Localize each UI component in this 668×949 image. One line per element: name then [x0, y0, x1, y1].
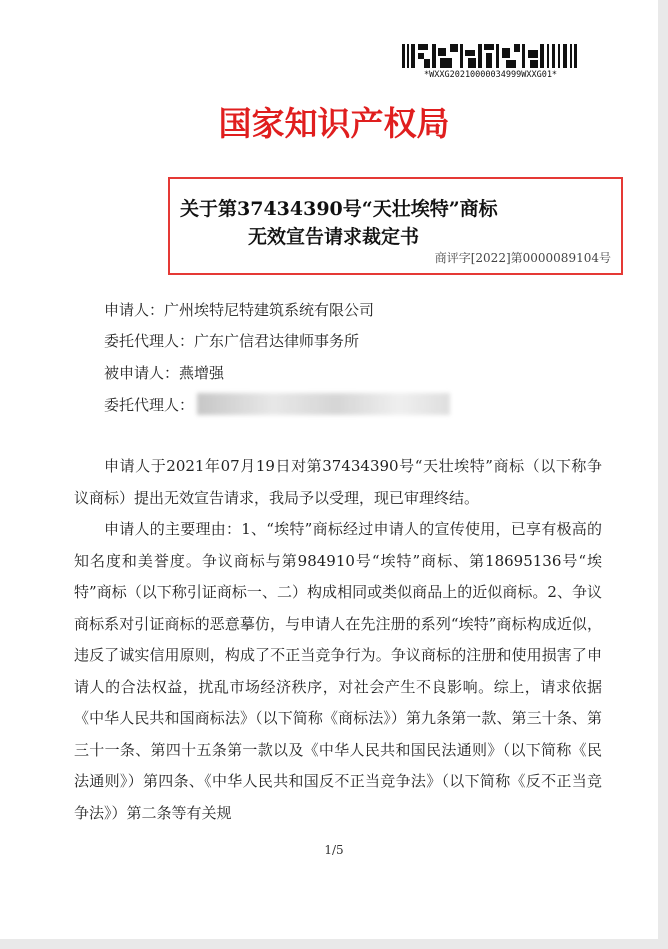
decision-title-line2: 无效宣告请求裁定书 — [248, 226, 420, 248]
body-paragraph-2: 申请人的主要理由：1、“埃特”商标经过申请人的宣传使用，已享有极高的知名度和美誉度。争议商标与第984910号“埃特”商标、第18695136号“埃特”商标（以下称引证商标一、二）构成相同或类似商品上的近似商标。2、争议商标系对引证商标的恶意摹仿，与申请人在先注册的系列“埃特”商标构成近似，违反了诚实信用原则，构成了不正当竞争行为。争议商标的注册和使用损害了申请人的合法权益，扰乱市场经济秩序，对社会产生不良影响。综上，请求依据《中华人民共和国商标法》（以下简称《商标法》）第九条第一款、第三十条、第三十一条、第四十五条第一款以及《中华人民共和国民法通则》（以下简称《民法通则》）第四条、《中华人民共和国反不正当竞争法》（以下简称《反不正当竞争法》）第二条等有关规 — [74, 520, 602, 822]
issuer-title: 国家知识产权局 — [218, 104, 450, 143]
document-number: 商评字[2022]第0000089104号 — [434, 251, 611, 265]
body-text — [74, 451, 602, 829]
barcode-number: *WXXG20210000034999WXXG01* — [424, 70, 558, 80]
applicant-agent-line: 委托代理人：广东广信君达律师事务所 — [104, 332, 360, 350]
respondent-line: 被申请人：燕增强 — [104, 364, 225, 382]
page-edge-bottom — [0, 939, 668, 949]
barcode-icon — [402, 44, 578, 68]
applicant-line: 申请人：广州埃特尼特建筑系统有限公司 — [104, 301, 375, 319]
decision-title-box — [168, 177, 623, 275]
redacted-blur — [197, 393, 450, 415]
decision-title-line1: 关于第37434390号“天壮埃特”商标 — [180, 198, 498, 220]
body-paragraph-1: 申请人于2021年07月19日对第37434390号“天壮埃特”商标（以下称争议商标）提出无效宣告请求，我局予以受理，现已审理终结。 — [74, 457, 602, 507]
respondent-agent-line: 委托代理人： — [104, 396, 195, 414]
page-number: 1/5 — [324, 843, 344, 857]
